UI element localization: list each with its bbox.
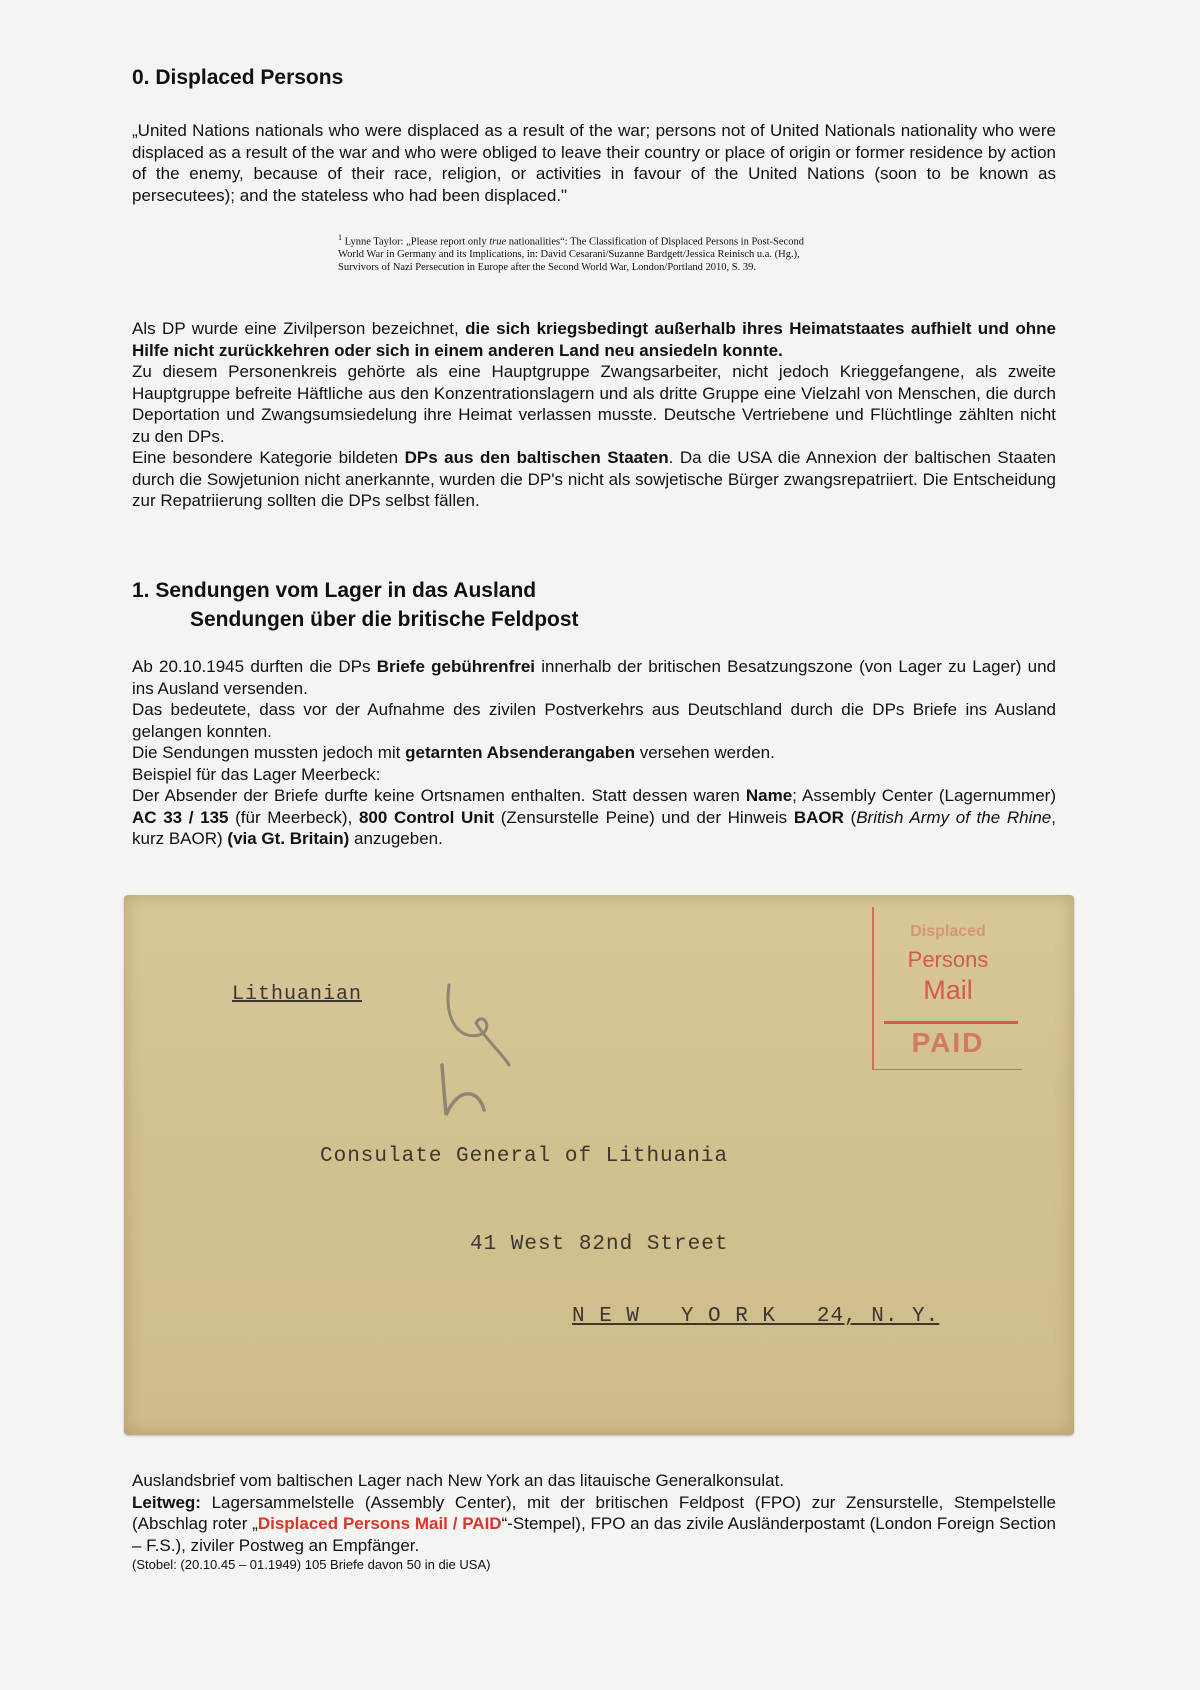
footnote-line-2: World War in Germany and its Implications, in: David Cesarani/Suzanne Bardgett/Jessica Reinisch u.a. (Hg.), <box>338 249 800 260</box>
section-heading-displaced-persons: 0. Displaced Persons <box>132 66 344 89</box>
dp-baltic <box>132 447 1056 512</box>
dp-definition-bold: die sich kriegsbedingt außerhalb ihres Heimatstaates aufhielt und ohne Hilfe nicht zurückkehren oder sich in einem anderen Land neu ansiedeln konnte. <box>132 319 1056 360</box>
dp-definition <box>132 318 1056 361</box>
p5-ac: AC 33 / 135 <box>132 807 229 827</box>
leitweg-label: Leitweg: <box>132 1492 201 1512</box>
stamp-divider <box>884 1021 1018 1024</box>
p5-text-c: (für Meerbeck), <box>228 807 359 827</box>
footnote-text-a: Lynne Taylor: „Please report only <box>344 236 490 248</box>
footnote-marker: 1 <box>338 233 342 242</box>
p5-control-unit: 800 Control Unit <box>358 807 495 827</box>
para-gebuehrenfrei <box>132 656 1056 699</box>
para-absender-details <box>132 785 1056 850</box>
para-beispiel: Beispiel für das Lager Meerbeck: <box>132 764 381 784</box>
p5-via: (via Gt. Britain) <box>227 829 350 848</box>
quote-text: „United Nations nationals who were displaced as a result of the war; persons not of United Nationals nationality who were displaced as a result of the war and who were obliged to leave their country or place of origin or former residence by action of the enemy, because of their race, religion, or activities in favour of the United Nations (soon to be known as persecutees); and the stateless who had been displaced." <box>132 121 1056 205</box>
dp-definition-block <box>132 318 1056 512</box>
baltic-bold: DPs aus den baltischen Staaten <box>404 448 669 467</box>
dp-groups: Zu diesem Personenkreis gehörte als eine Hauptgruppe Zwangsarbeiter, nicht jedoch Krieggefangene, als zweite Hauptgruppe befreite Häftliche aus den Konzentrationslagern und als dritte Gruppe eine Vielzahl von Menschen, die durch Deportation und Zwangsumsiedelung ihre Heimat verlassen musste. Deutsche Vertriebene und Flüchtlinge zählten nicht zu den DPs. <box>132 362 1056 446</box>
p5-text-a: Der Absender der Briefe durfte keine Ortsnamen enthalten. Statt dessen waren <box>132 786 746 805</box>
p1-bold: Briefe gebührenfrei <box>376 657 536 676</box>
footnote-line-3: Survivors of Nazi Persecution in Europe after the Second World War, London/Portland 2010, S. 39. <box>338 261 757 273</box>
p5-text-b: ; Assembly Center (Lagernummer) <box>792 786 1056 805</box>
p5-baor: BAOR <box>793 807 844 827</box>
leitweg-stamp-name: Displaced Persons Mail / PAID <box>257 1514 502 1533</box>
p5-text-f: , kurz BAOR) <box>132 807 1056 848</box>
footnote-emphasis: true <box>489 236 507 248</box>
para-absender <box>132 742 1056 764</box>
stamp-line-1: Displaced <box>910 923 986 940</box>
address-line-3: N E W Y O R K 24, N. Y. <box>572 1305 940 1328</box>
sendungen-text-block <box>132 656 1056 850</box>
para-bedeutung: Das bedeutete, dass vor der Aufnahme des zivilen Postverkehrs aus Deutschland durch die DPs Briefe ins Ausland gelangen konnten. <box>132 700 1056 741</box>
p3-bold: getarnten Absenderangaben <box>405 743 635 762</box>
section-heading-line-2: Sendungen über die britische Feldpost <box>190 608 579 631</box>
baltic-text-a: Eine besondere Kategorie bildeten <box>132 448 405 467</box>
p5-emphasis: British Army of the Rhine <box>856 807 1052 827</box>
displaced-persons-mail-paid-stamp <box>872 907 1022 1070</box>
section-heading-sendungen <box>132 576 579 634</box>
stamp-line-2: Persons <box>907 947 989 972</box>
p5-text-e: ( <box>843 807 857 827</box>
envelope-image <box>124 895 1074 1435</box>
dp-definition-intro: Als DP wurde eine Zivilperson bezeichnet, <box>132 319 466 338</box>
sender-line: Lithuanian <box>232 983 363 1006</box>
envelope-caption <box>132 1470 1056 1573</box>
footnote-text-b: nationalities“: The Classification of Displaced Persons in Post-Second <box>506 236 804 248</box>
stamp-line-3: Mail <box>923 975 973 1005</box>
p3-text-a: Die Sendungen mussten jedoch mit <box>132 743 406 762</box>
un-definition-quote <box>132 120 1056 206</box>
address-line-1: Consulate General of Lithuania <box>320 1145 729 1168</box>
p5-name: Name <box>745 786 793 805</box>
section-heading-line-1: 1. Sendungen vom Lager in das Ausland <box>132 579 537 602</box>
p1-text-b: innerhalb der britischen Besatzungszone (von Lager zu Lager) und ins Ausland versenden. <box>132 657 1056 698</box>
p1-text-a: Ab 20.10.1945 durften die DPs <box>132 657 377 676</box>
p5-text-d: (Zensurstelle Peine) und der Hinweis <box>494 807 794 827</box>
caption-leitweg <box>132 1492 1056 1557</box>
p3-text-b: versehen werden. <box>634 743 775 762</box>
caption-line-1: Auslandsbrief vom baltischen Lager nach New York an das litauische Generalkonsulat. <box>132 1471 785 1490</box>
leitweg-text-b: “-Stempel), FPO an das zivile Ausländerpostamt (London Foreign Section – F.S.), ziviler Postweg an Empfänger. <box>132 1514 1056 1555</box>
p5-text-g: anzugeben. <box>349 829 443 848</box>
pencil-marks-icon <box>414 965 534 1135</box>
footnote <box>338 232 1038 274</box>
caption-stobel-note: (Stobel: (20.10.45 – 01.1949) 105 Briefe davon 50 in die USA) <box>132 1557 491 1572</box>
address-line-2: 41 West 82nd Street <box>470 1233 729 1256</box>
footnote-line-1 <box>338 232 1038 249</box>
leitweg-text-a: Lagersammelstelle (Assembly Center), mit der britischen Feldpost (FPO) zur Zensurstelle, Stempelstelle (Abschlag roter „ <box>132 1492 1056 1533</box>
baltic-text-b: . Da die USA die Annexion der baltischen Staaten durch die Sowjetunion nicht anerkannte, wurden die DP's nicht als sowjetische Bürger zwangsrepatriiert. Die Entscheidung zur Repatriierung sollten die DPs selbst fällen. <box>132 448 1056 510</box>
stamp-line-4: PAID <box>911 1027 985 1058</box>
